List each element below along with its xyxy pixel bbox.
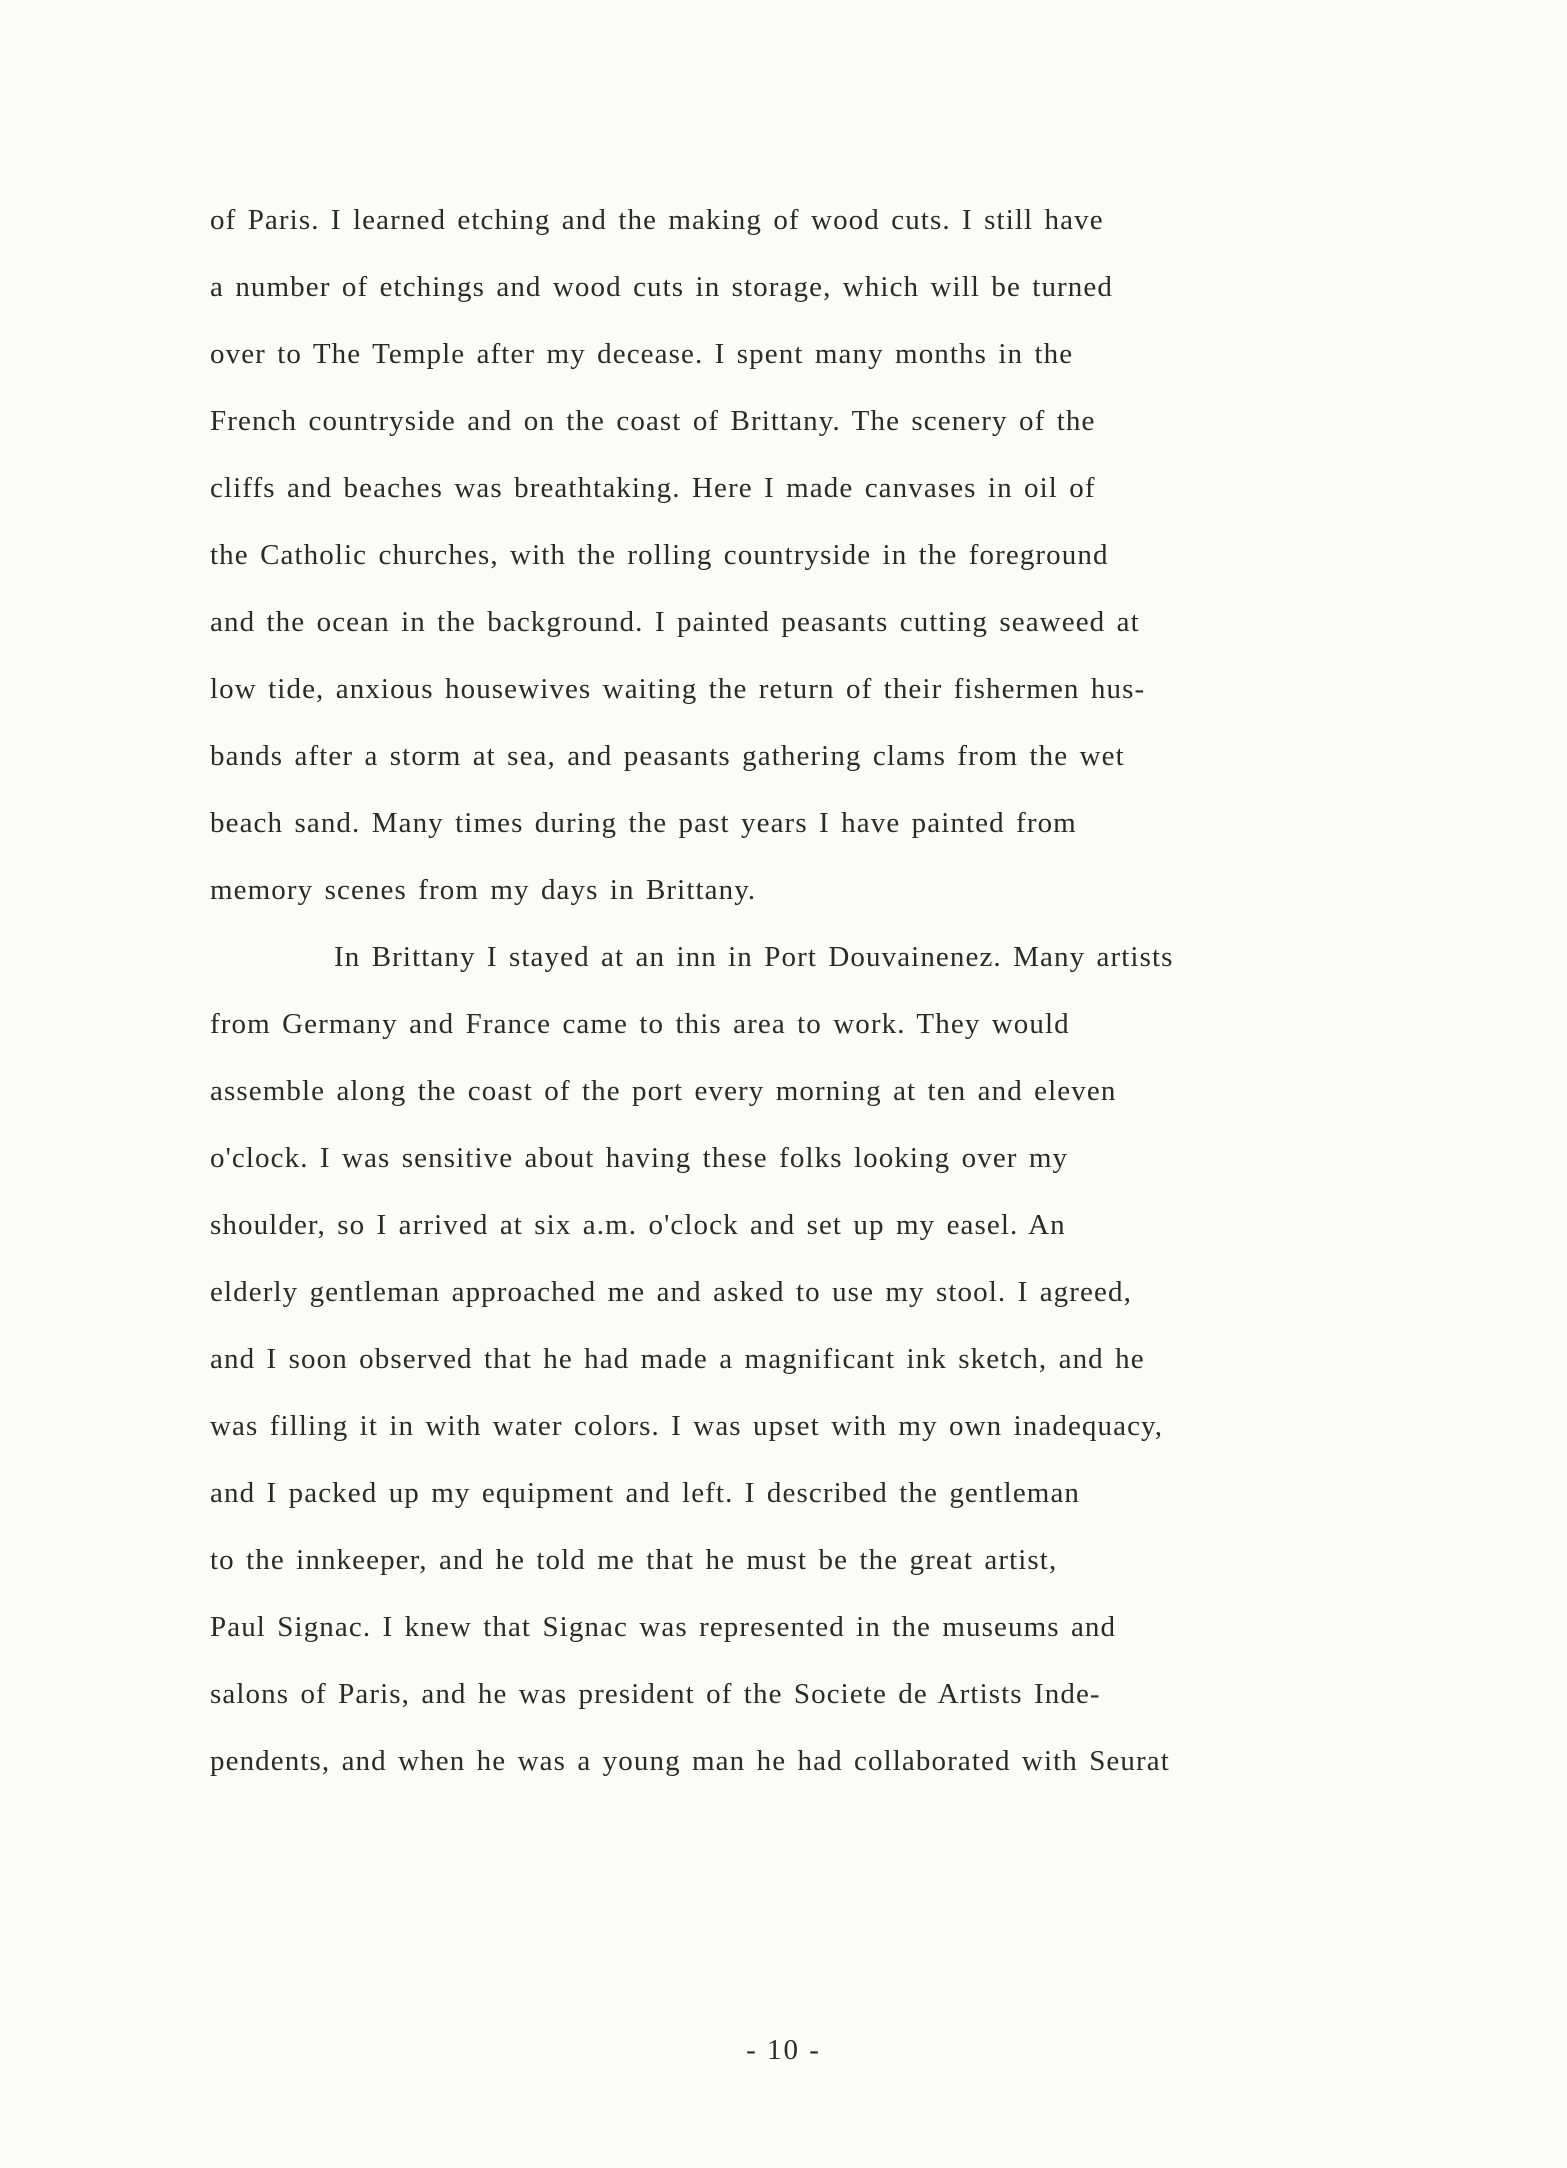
text-line: bands after a storm at sea, and peasants gathering clams from the wet: [210, 740, 1125, 772]
text-line: elderly gentleman approached me and asked to use my stool. I agreed,: [210, 1276, 1132, 1308]
text-line: over to The Temple after my decease. I spent many months in the: [210, 338, 1074, 370]
text-line: low tide, anxious housewives waiting the return of their fishermen hus-: [210, 673, 1146, 705]
text-line: salons of Paris, and he was president of the Societe de Artists Inde-: [210, 1678, 1101, 1710]
text-line: to the innkeeper, and he told me that he must be the great artist,: [210, 1544, 1058, 1576]
text-line: the Catholic churches, with the rolling countryside in the foreground: [210, 539, 1109, 571]
text-line: shoulder, so I arrived at six a.m. o'clock and set up my easel. An: [210, 1209, 1066, 1241]
text-line: was filling it in with water colors. I was upset with my own inadequacy,: [210, 1410, 1164, 1442]
text-line: beach sand. Many times during the past years I have painted from: [210, 807, 1077, 839]
text-line: memory scenes from my days in Brittany.: [210, 874, 757, 906]
text-line: of Paris. I learned etching and the making of wood cuts. I still have: [210, 204, 1104, 236]
text-line: and the ocean in the background. I painted peasants cutting seaweed at: [210, 606, 1140, 638]
page-number: - 10 -: [746, 2034, 821, 2066]
text-line: from Germany and France came to this area to work. They would: [210, 1008, 1070, 1040]
text-line: o'clock. I was sensitive about having these folks looking over my: [210, 1142, 1069, 1174]
text-line: pendents, and when he was a young man he had collaborated with Seurat: [210, 1745, 1170, 1777]
text-line: a number of etchings and wood cuts in storage, which will be turned: [210, 271, 1113, 303]
text-line: and I soon observed that he had made a magnificant ink sketch, and he: [210, 1343, 1145, 1375]
text-line: Paul Signac. I knew that Signac was represented in the museums and: [210, 1611, 1117, 1643]
text-line: and I packed up my equipment and left. I described the gentleman: [210, 1477, 1081, 1509]
text-line: French countryside and on the coast of Brittany. The scenery of the: [210, 405, 1096, 437]
text-line: In Brittany I stayed at an inn in Port Douvainenez. Many artists: [334, 941, 1174, 973]
text-line: cliffs and beaches was breathtaking. Here I made canvases in oil of: [210, 472, 1096, 504]
text-line: assemble along the coast of the port every morning at ten and eleven: [210, 1075, 1117, 1107]
